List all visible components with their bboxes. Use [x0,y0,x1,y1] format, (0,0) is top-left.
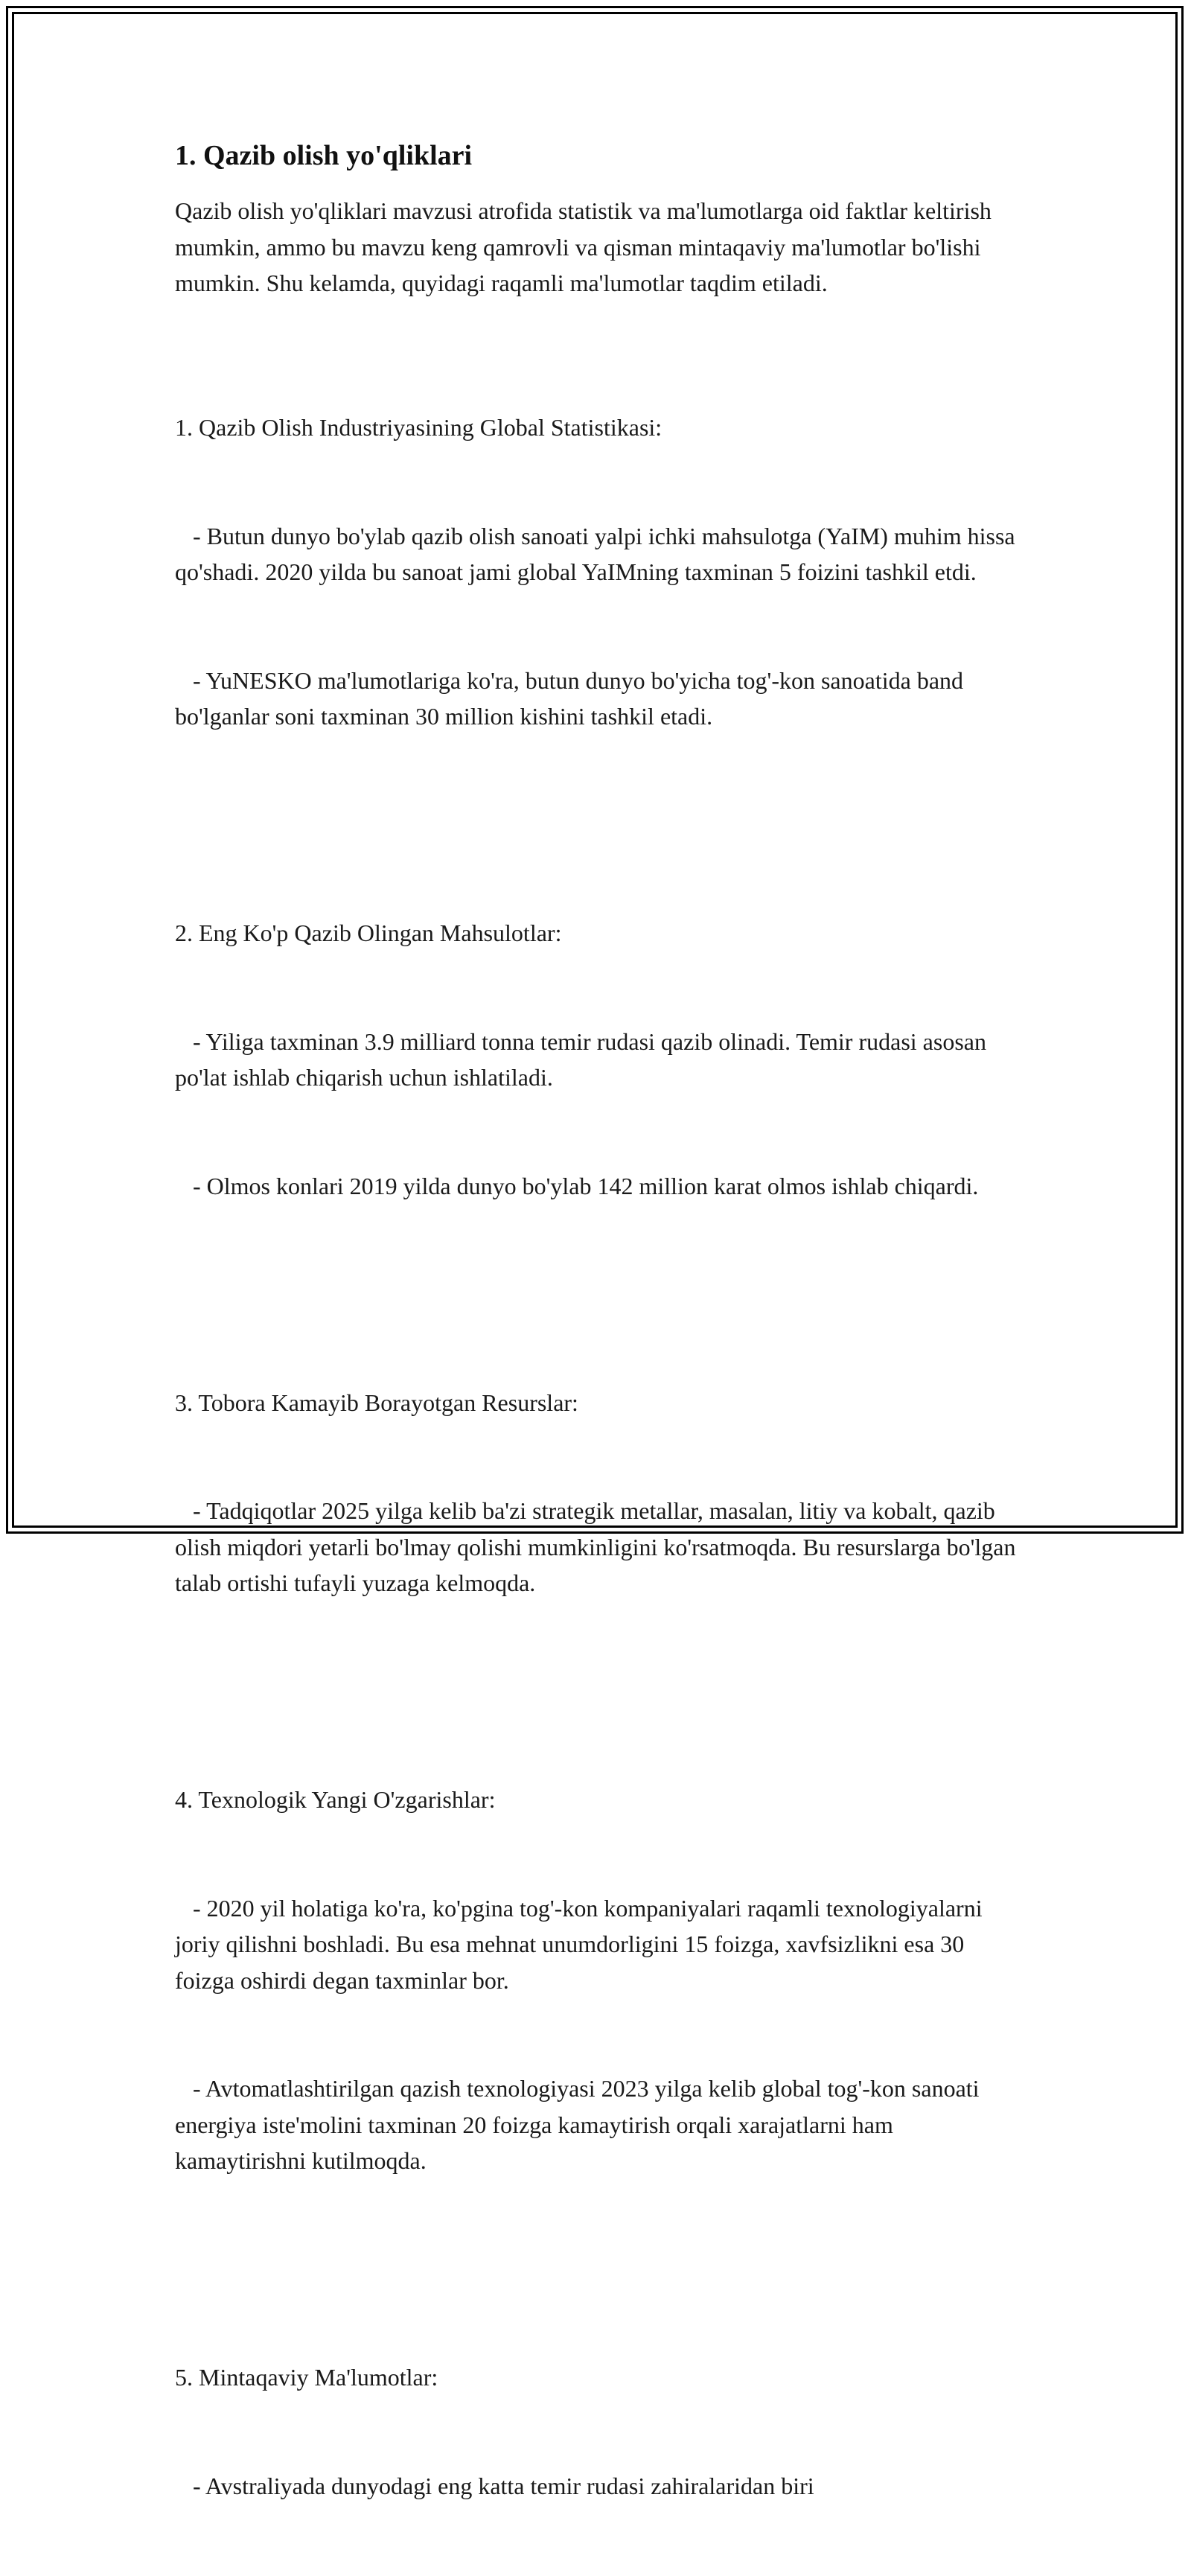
section-heading: 2. Eng Ko'p Qazib Olingan Mahsulotlar: [175,919,562,946]
intro-paragraph: Qazib olish yo'qliklari mavzusi atrofida statistik va ma'lumotlarga oid faktlar keltirish mumkin, ammo bu mavzu keng qamrovli va qisman mintaqaviy ma'lumotlar bo'lishi mumkin. Shu kelamda, quyidagi raqamli ma'lumotlar taqdim etiladi. [175,197,997,296]
section-heading: 5. Mintaqaviy Ma'lumotlar: [175,2364,438,2391]
bullet-item: - Olmos konlari 2019 yilda dunyo bo'ylab 142 million karat olmos ishlab chiqardi. [175,1172,979,1199]
bullet-item: - Tadqiqotlar 2025 yilga kelib ba'zi strategik metallar, masalan, litiy va kobalt, qazib olish miqdori yetarli bo'lmay qolishi mumkinligini ko'rsatmoqda. Bu resurslarga bo'lgan talab ortishi tufayli yuzaga kelmoqda. [175,1497,1022,1596]
bullet-item: - Avstraliyada dunyodagi eng katta temir rudasi zahiralaridan biri [175,2472,814,2499]
section-heading: 1. Qazib Olish Industriyasining Global Statistikasi: [175,414,662,441]
section-2 [175,843,1024,1276]
section-3 [175,1313,1024,1674]
bullet-item: - Avtomatlashtirilgan qazish texnologiyasi 2023 yilga kelib global tog'-kon sanoati energiya iste'molini taxminan 20 foizga kamaytirish orqali xarajatlarni ham kamaytirishni kutilmoqda. [175,2075,986,2174]
bullet-item: - Yiliga taxminan 3.9 milliard tonna temir rudasi qazib olinadi. Temir rudasi asosan po'lat ishlab chiqarish uchun ishlatiladi. [175,1027,992,1091]
bullet-item: - 2020 yil holatiga ko'ra, ko'pgina tog'-kon kompaniyalari raqamli texnologiyalarni joriy qilishni boshladi. Bu esa mehnat unumdorligini 15 foizga, xavfsizlikni esa 30 foizga oshirdi degan taxminlar bor. [175,1894,989,1994]
section-5 [175,2287,1024,2576]
bullet-item: - Butun dunyo bo'ylab qazib olish sanoati yalpi ichki mahsulotga (YaIM) muhim hissa qo'shadi. 2020 yilda bu sanoat jami global YaIMning taxminan 5 foizini tashkil etdi. [175,522,1021,585]
bullet-item: - YuNESKO ma'lumotlariga ko'ra, butun dunyo bo'yicha tog'-kon sanoatida band bo'lganlar soni taxminan 30 million kishini tashkil etadi. [175,666,970,730]
page-title: 1. Qazib olish yo'qliklari [175,140,473,171]
section-1 [175,337,1024,807]
section-heading: 3. Tobora Kamayib Borayotgan Resurslar: [175,1389,578,1416]
document-body [175,138,1024,2576]
section-4 [175,1709,1024,2251]
section-heading: 4. Texnologik Yangi O'zgarishlar: [175,1786,496,1813]
